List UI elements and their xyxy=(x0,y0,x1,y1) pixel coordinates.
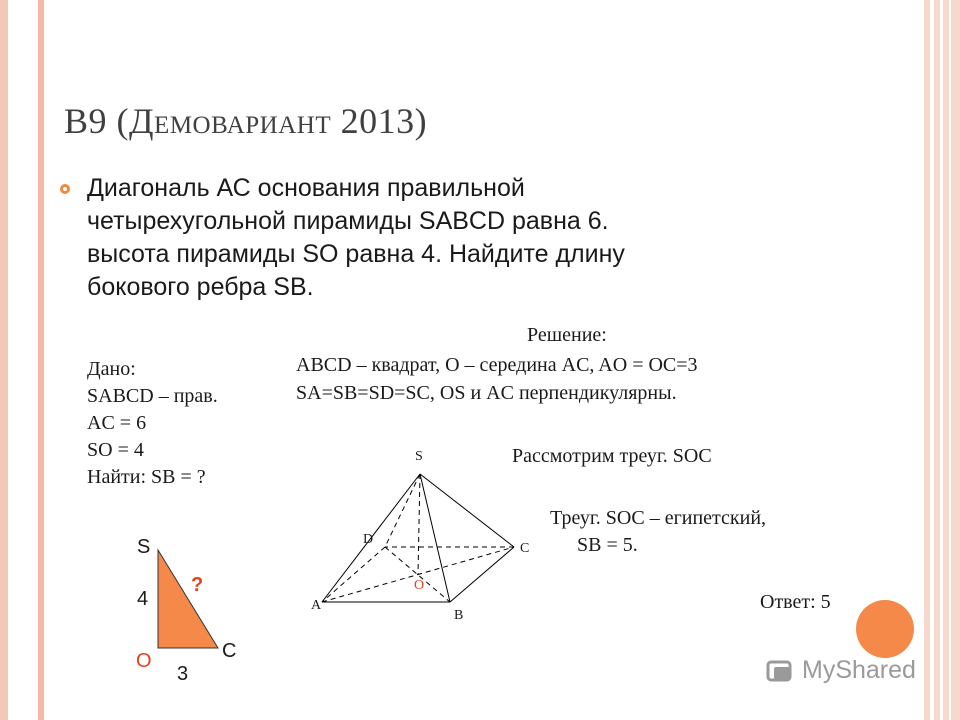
pyramid-label-s: S xyxy=(415,449,423,464)
problem-line: четырехугольной пирамиды SABCD равна 6. xyxy=(87,207,609,235)
given-line: SO = 4 xyxy=(87,439,144,461)
pyramid-label-a: A xyxy=(311,598,322,613)
logo-circle xyxy=(856,600,914,658)
pyramid-label-o: O xyxy=(414,578,425,593)
solution-heading: Решение: xyxy=(527,324,607,346)
problem-line: бокового ребра SB. xyxy=(87,273,314,301)
given-line: Дано: xyxy=(87,358,136,380)
given-line: SABCD – прав. xyxy=(87,385,218,407)
triangle-label-c: C xyxy=(222,640,237,662)
egyptian-text: Треуг. SOC – египетский, xyxy=(550,507,767,529)
triangle-side-so: 4 xyxy=(137,588,149,610)
pyramid-label-c: C xyxy=(520,541,530,556)
logo-text: MyShared xyxy=(802,656,916,684)
triangle-side-oc: 3 xyxy=(177,663,189,685)
title-suffix: 2013) xyxy=(331,101,428,141)
watermark-logo xyxy=(766,656,916,685)
solution-line-2: SA=SB=SD=SC, OS и AC перпендикулярны. xyxy=(296,382,677,404)
title-small-caps: Демовариант xyxy=(129,101,332,141)
sb-result-text: SB = 5. xyxy=(577,534,638,556)
problem-line: Диагональ АС основания правильной xyxy=(87,174,525,202)
given-line: AC = 6 xyxy=(87,412,147,434)
pyramid-label-d: D xyxy=(363,532,374,547)
answer-text: Ответ: 5 xyxy=(760,591,831,613)
title-prefix: B9 ( xyxy=(64,101,129,141)
triangle-label-o: O xyxy=(136,650,152,672)
triangle-hyp-label: ? xyxy=(191,574,204,596)
problem-line: высота пирамиды SO равна 4. Найдите длину xyxy=(87,240,625,268)
pyramid-label-b: B xyxy=(454,608,464,623)
solution-line-1: ABCD – квадрат, O – середина AC, AO = OC=3 xyxy=(296,354,698,376)
given-line: Найти: SB = ? xyxy=(87,466,206,488)
logo-icon xyxy=(766,657,798,685)
triangle-label-s: S xyxy=(137,536,151,558)
consider-text: Рассмотрим треуг. SOC xyxy=(512,445,712,467)
